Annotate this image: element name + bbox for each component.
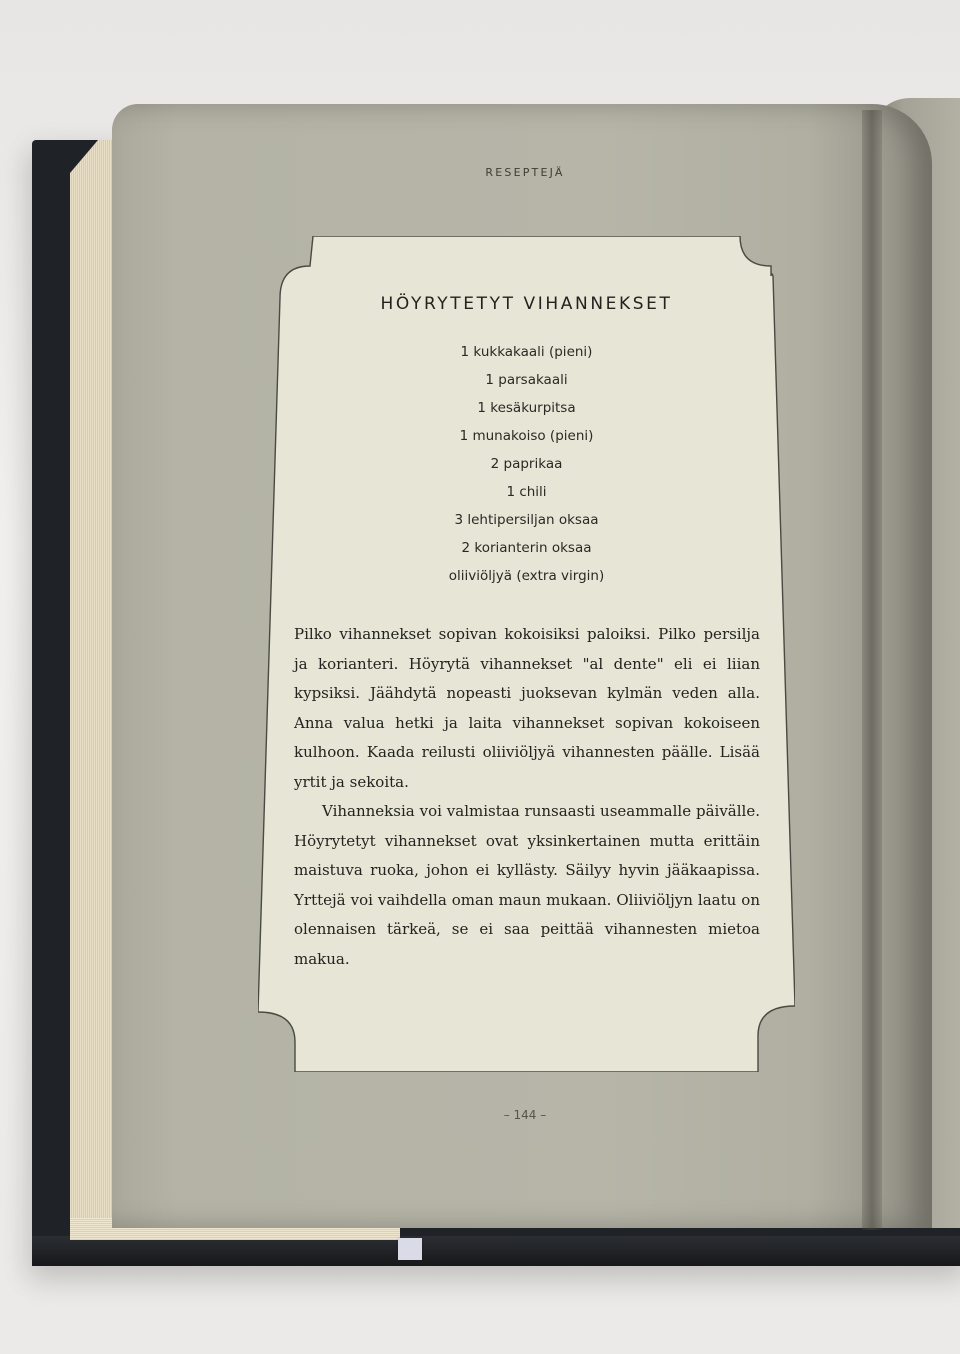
book-cover-bottom-edge [32,1236,960,1266]
ingredient-item: 1 munakoiso (pieni) [459,428,594,444]
book-gutter [862,110,882,1230]
ingredient-item: 2 korianterin oksaa [461,540,592,556]
ingredient-item: 1 kesäkurpitsa [477,400,576,416]
recipe-method [294,620,760,974]
method-paragraph: Pilko vihannekset sopivan kokoisiksi paloiksi. Pilko persilja ja korianteri. Höyrytä vihannekset "al dente" eli ei liian kypsiksi. Jäähdytä nopeasti juoksevan kylmän veden alla. Anna valua hetki ja laita vihannekset sopivan kokoiseen kulhoon. Kaada reilusti oliiviöljyä vihannesten päälle. Lisää yrtit ja sekoita. [294,625,760,791]
page-number: – 144 – [503,1108,547,1122]
bookmark-ribbon [398,1238,422,1260]
ingredient-item: 1 kukkakaali (pieni) [460,344,593,360]
ingredient-list [258,338,795,590]
ingredient-item: 1 parsakaali [485,372,568,388]
ingredient-item: 1 chili [506,484,547,500]
recipe-card [258,236,795,1072]
running-head: RESEPTEJÄ [485,166,565,179]
method-paragraph: Vihanneksia voi valmistaa runsaasti useammalle päivälle. Höyrytetyt vihannekset ovat yksinkertainen mutta erittäin maistuva ruoka, johon ei kyllästy. Säilyy hyvin jääkaapissa. Yrttejä voi vaihdella oman maun mukaan. Oliiviöljyn laatu on olennaisen tärkeä, se ei saa peittää vihannesten mietoa makua. [294,802,760,968]
recipe-title: HÖYRYTETYT VIHANNEKSET [380,294,673,314]
ingredient-item: oliiviöljyä (extra virgin) [448,568,605,584]
ingredient-item: 3 lehtipersiljan oksaa [454,512,599,528]
ingredient-item: 2 paprikaa [490,456,563,472]
